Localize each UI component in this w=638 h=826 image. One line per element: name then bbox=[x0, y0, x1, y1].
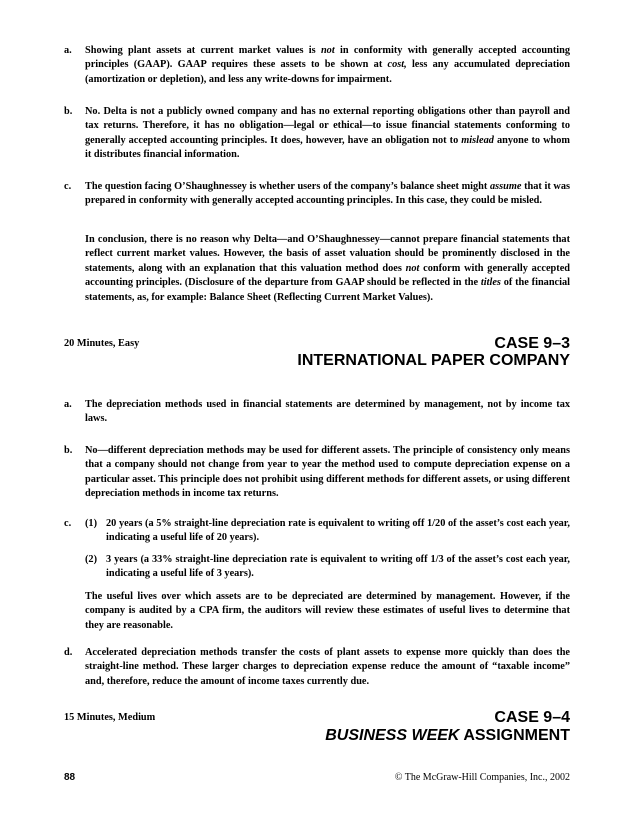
item-text: Showing plant assets at current market values is not in conformity with generally accepted accounting principles (GAAP). GAAP requires these assets to be shown at cost, less any accumulated depreciation (amortization or depletion), and less any write-downs for impairment. bbox=[85, 45, 570, 85]
item-text: Accelerated depreciation methods transfer the costs of plant assets to expense more quickly than does the straight-line method. These larger charges to depreciation expense reduce the amount of “taxable income” and, therefore, reduce the amount of income taxes currently due. bbox=[85, 647, 570, 687]
item-text: The depreciation methods used in financial statements are determined by management, not by income tax laws. bbox=[85, 399, 570, 425]
case-9-3-item-c-sub-1 bbox=[85, 517, 570, 546]
item-marker: c. bbox=[64, 181, 72, 192]
copyright-notice: © The McGraw-Hill Companies, Inc., 2002 bbox=[394, 772, 570, 783]
sub-text: 3 years (a 33% straight-line depreciation rate is equivalent to writing off 1/3 of the asset’s cost each year, indicating a useful life of 3 years). bbox=[106, 554, 570, 580]
item-text: No—different depreciation methods may be used for different assets. The principle of consistency only means that a company should not change from year to year the method used to compute depreciation expense on a particular asset. This principle does not prohibit using different methods for different assets, or using different depreciation methods in income tax returns. bbox=[85, 445, 570, 500]
case-9-3-item-d bbox=[64, 646, 570, 689]
case-time-difficulty: 15 Minutes, Medium bbox=[64, 712, 156, 723]
case-9-3-item-a bbox=[64, 398, 570, 427]
case-number: CASE 9–3 bbox=[494, 335, 570, 352]
item-marker: a. bbox=[64, 399, 72, 410]
item-marker: b. bbox=[64, 445, 73, 456]
page-number: 88 bbox=[64, 772, 76, 783]
item-marker: b. bbox=[64, 106, 73, 117]
item-marker: c. bbox=[64, 518, 72, 529]
conclusion-paragraph: In conclusion, there is no reason why Delta—and O’Shaughnessey—cannot prepare financial statements that reflect current market values. However, the basis of asset valuation should be prominently disclosed in the statements, along with an explanation that this valuation method does not conform with generally accepted accounting principles. (Disclosure of the departure from GAAP should be reflected in the titles of the financial statements, as, for example: Balance Sheet (Reflecting Current Market Values). bbox=[85, 234, 570, 303]
case-number: CASE 9–4 bbox=[494, 709, 570, 726]
case-title: BUSINESS WEEK ASSIGNMENT bbox=[325, 727, 570, 744]
item-text: The question facing O’Shaughnessey is whether users of the company’s balance sheet might assume that it was prepared in conformity with generally accepted accounting principles. In this case, they could be misled. bbox=[85, 181, 570, 207]
answer-item-b bbox=[64, 105, 570, 163]
answer-item-a bbox=[64, 44, 570, 87]
case-time-difficulty: 20 Minutes, Easy bbox=[64, 338, 140, 349]
sub-text: 20 years (a 5% straight-line depreciation rate is equivalent to writing off 1/20 of the asset’s cost each year, indicating a useful life of 20 years). bbox=[106, 518, 570, 544]
item-text: No. Delta is not a publicly owned company and has no external reporting obligations other than payroll and tax returns. Therefore, it has no obligation—legal or ethical—to issue financial statements conforming to generally accepted accounting principles. It does, however, have an obligation not to mislead anyone to whom it distributes financial information. bbox=[85, 106, 570, 161]
case-title: INTERNATIONAL PAPER COMPANY bbox=[297, 352, 570, 369]
item-marker: a. bbox=[64, 45, 72, 56]
sub-marker: (1) bbox=[85, 518, 98, 529]
sub-marker: (2) bbox=[85, 554, 98, 565]
case-9-3-item-b bbox=[64, 444, 570, 502]
case-9-3-item-c-sub-2 bbox=[85, 553, 570, 582]
item-marker: d. bbox=[64, 647, 73, 658]
answer-item-c bbox=[64, 180, 570, 209]
case-9-3-item-c-paragraph: The useful lives over which assets are to be depreciated are determined by management. However, if the company is audited by a CPA firm, the auditors will review these estimates of useful lives to determine that they are reasonable. bbox=[85, 591, 570, 631]
